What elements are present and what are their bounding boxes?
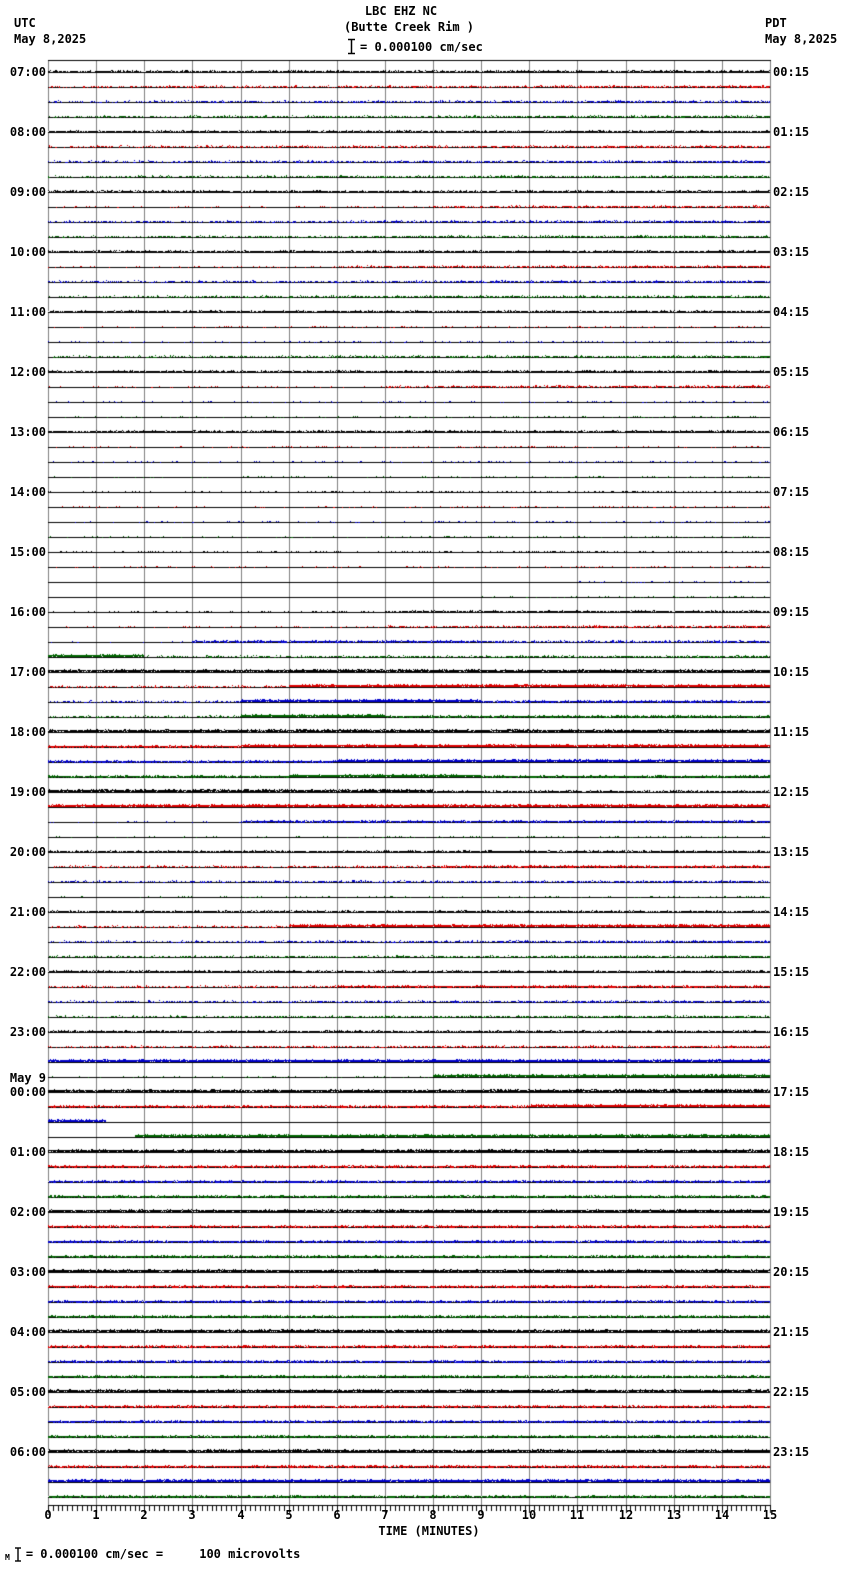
pdt-hour-label: 02:15: [773, 185, 810, 199]
utc-hour-label: 01:00: [9, 1145, 46, 1159]
pdt-hour-label: 01:15: [773, 125, 810, 139]
utc-hour-label: 12:00: [9, 365, 46, 379]
pdt-hour-label: 00:15: [773, 65, 810, 79]
utc-hour-label: 16:00: [9, 605, 46, 619]
utc-hour-label: 11:00: [9, 305, 46, 319]
utc-hour-label: 07:00: [9, 65, 46, 79]
pdt-hour-label: 22:15: [773, 1385, 810, 1399]
axis-tick-label: 4: [237, 1508, 245, 1522]
utc-hour-label: 06:00: [9, 1445, 46, 1459]
axis-tick-label: 13: [666, 1508, 682, 1522]
utc-hour-label: 08:00: [9, 125, 46, 139]
utc-hour-label: 02:00: [9, 1205, 46, 1219]
utc-hour-label: 18:00: [9, 725, 46, 739]
axis-tick-label: 10: [521, 1508, 537, 1522]
axis-tick-label: 11: [569, 1508, 585, 1522]
pdt-hour-label: 18:15: [773, 1145, 810, 1159]
utc-hour-label: 10:00: [9, 245, 46, 259]
axis-tick-label: 1: [92, 1508, 100, 1522]
utc-hour-label: 22:00: [9, 965, 46, 979]
axis-tick-label: 0: [44, 1508, 52, 1522]
pdt-hour-label: 05:15: [773, 365, 810, 379]
utc-hour-label: 14:00: [9, 485, 46, 499]
pdt-hour-label: 11:15: [773, 725, 810, 739]
pdt-hour-label: 03:15: [773, 245, 810, 259]
axis-tick-label: 14: [714, 1508, 730, 1522]
footer-scale-text: = 0.000100 cm/sec = 100 microvolts: [25, 1547, 301, 1561]
axis-tick-label: 6: [333, 1508, 341, 1522]
pdt-hour-label: 19:15: [773, 1205, 810, 1219]
pdt-hour-label: 08:15: [773, 545, 810, 559]
utc-hour-label: 00:00: [9, 1085, 46, 1099]
axis-tick-label: 12: [618, 1508, 634, 1522]
pdt-hour-label: 07:15: [773, 485, 810, 499]
date-break-label: May 9: [9, 1071, 46, 1085]
pdt-hour-label: 04:15: [773, 305, 810, 319]
utc-hour-label: 04:00: [9, 1325, 46, 1339]
pdt-hour-label: 09:15: [773, 605, 810, 619]
pdt-hour-label: 16:15: [773, 1025, 810, 1039]
axis-tick-label: 7: [381, 1508, 389, 1522]
utc-hour-label: 23:00: [9, 1025, 46, 1039]
pdt-hour-label: 06:15: [773, 425, 810, 439]
axis-tick-label: 8: [429, 1508, 437, 1522]
utc-hour-label: 20:00: [9, 845, 46, 859]
utc-hour-label: 05:00: [9, 1385, 46, 1399]
scale-bar-icon: [14, 1547, 22, 1562]
axis-tick-label: 2: [140, 1508, 148, 1522]
axis-tick-label: 3: [188, 1508, 196, 1522]
utc-hour-label: 15:00: [9, 545, 46, 559]
utc-hour-label: 17:00: [9, 665, 46, 679]
pdt-hour-label: 13:15: [773, 845, 810, 859]
time-axis-title: TIME (MINUTES): [378, 1524, 480, 1538]
pdt-hour-label: 15:15: [773, 965, 810, 979]
utc-hour-label: 21:00: [9, 905, 46, 919]
pdt-hour-label: 14:15: [773, 905, 810, 919]
utc-hour-label: 19:00: [9, 785, 46, 799]
utc-hour-label: 03:00: [9, 1265, 46, 1279]
pdt-hour-label: 12:15: [773, 785, 810, 799]
footer-scale-prefix: M: [5, 1553, 10, 1562]
pdt-hour-label: 10:15: [773, 665, 810, 679]
axis-tick-label: 9: [477, 1508, 485, 1522]
utc-hour-label: 09:00: [9, 185, 46, 199]
axis-tick-label: 5: [285, 1508, 293, 1522]
pdt-hour-label: 20:15: [773, 1265, 810, 1279]
footer-scale-note: [5, 1546, 300, 1562]
utc-hour-label: 13:00: [9, 425, 46, 439]
pdt-hour-label: 21:15: [773, 1325, 810, 1339]
axis-tick-label: 15: [762, 1508, 778, 1522]
pdt-hour-label: 23:15: [773, 1445, 810, 1459]
pdt-hour-label: 17:15: [773, 1085, 810, 1099]
